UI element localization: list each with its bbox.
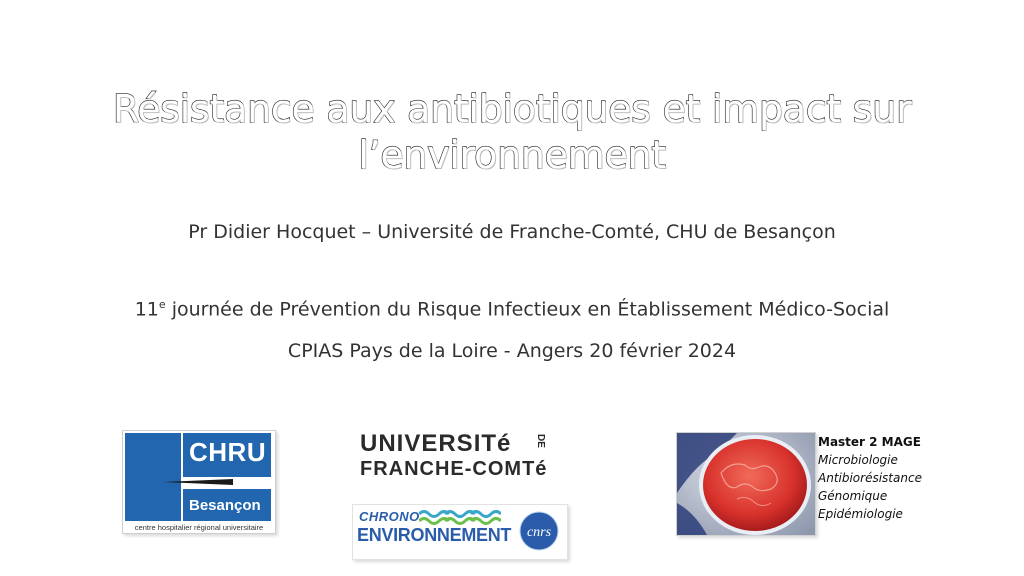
waves-icon	[419, 509, 501, 525]
event-line-1	[0, 298, 1024, 320]
chru-city: Besançon	[189, 497, 261, 514]
slide-title	[62, 86, 962, 178]
chru-name: CHRU	[189, 437, 267, 467]
cnrs-label: cnrs	[526, 525, 552, 540]
master-item: Epidémiologie	[818, 507, 903, 521]
chru-caption: centre hospitalier régional universitaire	[134, 523, 264, 532]
chrono-line-2: ENVIRONNEMENT	[357, 525, 512, 545]
petri-dish-image	[676, 432, 816, 536]
chrono-environnement-logo	[352, 504, 568, 560]
ufc-de: DE	[535, 434, 546, 448]
cnrs-logo-icon	[519, 511, 559, 551]
master-program-block	[818, 433, 1018, 523]
ufc-line-2: FRANCHE-COMTé	[360, 458, 548, 480]
master-item: Microbiologie	[818, 453, 898, 467]
event-title: journée de Prévention du Risque Infectieux en Établissement Médico-Social	[165, 298, 890, 321]
event-line-2: CPIAS Pays de la Loire - Angers 20 février 2024	[287, 340, 737, 362]
universite-franche-comte-logo	[360, 430, 570, 490]
event-number-suffix: e	[158, 298, 166, 311]
chrono-line-1: CHRONO	[359, 509, 420, 524]
event-number: 11	[134, 298, 159, 321]
title-line-2: l’environnement	[358, 133, 666, 177]
master-item: Génomique	[818, 489, 888, 503]
author-line: Pr Didier Hocquet – Université de Franche-Comté, CHU de Besançon	[188, 221, 836, 243]
master-item: Antibiorésistance	[818, 471, 922, 485]
master-title: Master 2 MAGE	[818, 435, 921, 449]
logo-block	[125, 433, 181, 521]
title-line-1: Résistance aux antibiotiques et impact sur	[112, 87, 912, 131]
chru-besancon-logo	[122, 430, 276, 534]
ufc-line-1: UNIVERSITé	[360, 430, 512, 457]
logo-arrow-icon	[163, 479, 233, 485]
